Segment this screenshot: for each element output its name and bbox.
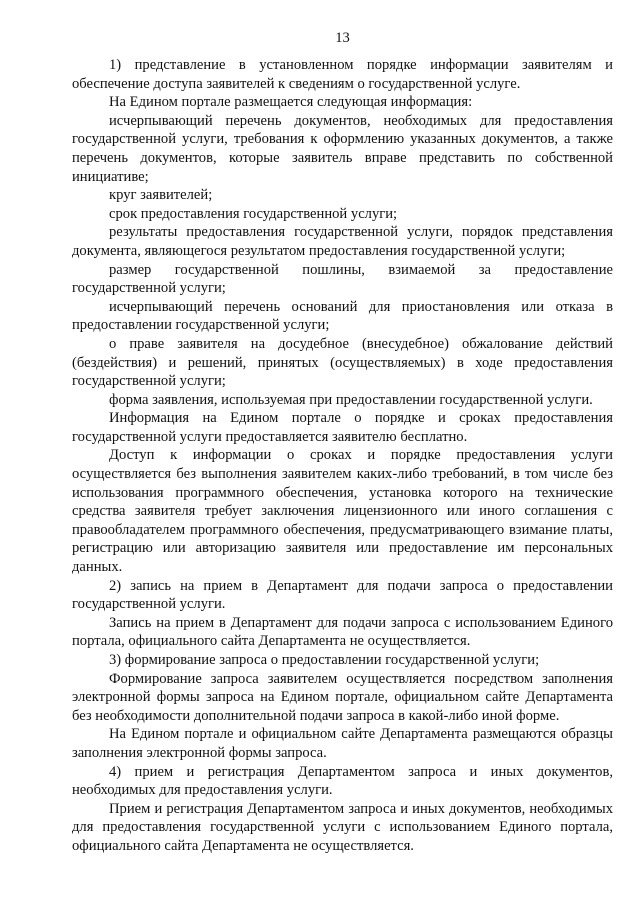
page-number: 13 <box>335 30 350 46</box>
paragraph-service-term: срок предоставления государственной услуги; <box>109 205 398 222</box>
paragraph-access-conditions: Доступ к информации о сроках и порядке предоставления услуги осуществляется без выполнения заявителем каких-либо требований, в том числе без использования программного обеспечения, установка которого на технические средства заявителя требует заключения лицензионного или иного соглашения с правообладателем программного обеспечения, предусматривающего взимание платы, регистрацию или авторизацию заявителя или предоставление им персональных данных. <box>72 447 613 576</box>
paragraph-item-4-registration: 4) прием и регистрация Департаментом запроса и иных документов, необходимых для предоставления услуги. <box>72 763 613 799</box>
paragraph-applicants: круг заявителей; <box>109 187 213 204</box>
paragraph-service-results: результаты предоставления государственной услуги, порядок представления документа, являющегося результатом предоставления государственной услуги; <box>72 224 613 259</box>
paragraph-appeal-right: о праве заявителя на досудебное (внесудебное) обжалование действий (бездействия) и решений, принятых (осуществляемых) в ходе предоставления государственной услуги; <box>72 335 613 390</box>
paragraph-free-information: Информация на Едином портале о порядке и сроках предоставления государственной услуги предоставляется заявителю бесплатно. <box>72 410 613 445</box>
paragraph-item-1-info-provision: 1) представление в установленном порядке информации заявителям и обеспечение доступа заявителей к сведениям о государственной услуге. <box>72 57 613 92</box>
paragraph-registration-not-available: Прием и регистрация Департаментом запроса и иных документов, необходимых для предоставления государственной услуги с использованием Единого портала, официального сайта Департамента не осуществляется. <box>72 800 613 854</box>
paragraph-documents-list: исчерпывающий перечень документов, необходимых для предоставления государственной услуги, требования к оформлению указанных документов, а также перечень документов, которые заявитель вправе представить по собственной инициативе; <box>72 112 613 185</box>
paragraph-refusal-grounds: исчерпывающий перечень оснований для приостановления или отказа в предоставлении государственной услуги; <box>72 298 613 334</box>
paragraph-item-2-appointment: 2) запись на прием в Департамент для подачи запроса о предоставлении государственной услуги. <box>72 577 613 613</box>
paragraph-appointment-not-available: Запись на прием в Департамент для подачи запроса с использованием Единого портала, официального сайта Департамента не осуществляется. <box>72 614 613 650</box>
paragraph-portal-info-intro: На Едином портале размещается следующая информация: <box>109 94 473 111</box>
paragraph-state-fee: размер государственной пошлины, взимаемой за предоставление государственной услуги; <box>72 261 613 297</box>
paragraph-request-samples: На Едином портале и официальном сайте Департамента размещаются образцы заполнения электронной формы запроса. <box>72 726 613 761</box>
paragraph-application-form: форма заявления, используемая при предоставлении государственной услуги. <box>109 391 593 408</box>
paragraph-item-3-request-forming: 3) формирование запроса о предоставлении государственной услуги; <box>109 652 540 668</box>
page-body <box>72 56 613 856</box>
paragraph-request-forming-details: Формирование запроса заявителем осуществляется посредством заполнения электронной формы запроса на Едином портале, официальном сайте Департамента без необходимости дополнительной подачи запроса в какой-либо иной форме. <box>72 670 613 724</box>
document-page <box>72 0 613 905</box>
